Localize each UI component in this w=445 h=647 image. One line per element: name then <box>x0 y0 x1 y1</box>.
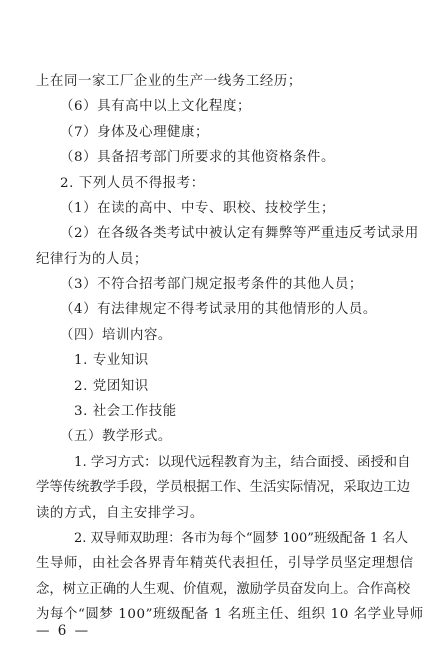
text-line: 学等传统教学手段，学员根据工作、生活实际情况，采取边工边 <box>36 480 411 496</box>
text-line: （7）身体及心理健康； <box>60 124 210 140</box>
section-heading: （四）培训内容。 <box>60 327 172 343</box>
text-line: 上在同一家工厂企业的生产一线务工经历； <box>36 74 302 89</box>
text-line: （3）不符合招考部门规定报考条件的其他人员； <box>60 277 363 292</box>
text-line: 生导师，由社会各界青年精英代表担任，引导学员坚定理想信 <box>36 556 414 572</box>
text-line: （4）有法律规定不得考试录用的其他情形的人员。 <box>60 302 377 318</box>
section-heading: （五）教学形式。 <box>60 429 172 445</box>
text-line: （2）在各级各类考试中被认定有舞弊等严重违反考试录用 <box>60 226 419 242</box>
text-line: 念，树立正确的人生观、价值观，激励学员奋发向上。合作高校 <box>36 581 411 597</box>
text-line: 读的方式，自主安排学习。 <box>36 505 204 521</box>
text-line: 1. 学习方式：以现代远程教育为主，结合面授、函授和自 <box>74 454 411 470</box>
page-number: — 6 — <box>36 623 91 639</box>
text-line: 2. 双导师双助理：各市为每个“圆梦 100”班级配备 1 名人 <box>74 530 409 546</box>
section-heading: 2. 下列人员不得报考： <box>60 175 205 191</box>
text-line: 为每个“圆梦 100”班级配备 1 名班主任、组织 10 名学业导师 <box>36 607 424 622</box>
text-line: 纪律行为的人员； <box>36 251 148 267</box>
list-item: 3. 社会工作技能 <box>74 404 177 419</box>
text-line: （8）具备招考部门所要求的其他资格条件。 <box>60 150 335 166</box>
list-item: 1. 专业知识 <box>74 353 149 369</box>
text-line: （6）具有高中以上文化程度； <box>60 99 251 115</box>
text-line: （1）在读的高中、中专、职校、技校学生； <box>60 200 335 216</box>
list-item: 2. 党团知识 <box>74 378 149 394</box>
